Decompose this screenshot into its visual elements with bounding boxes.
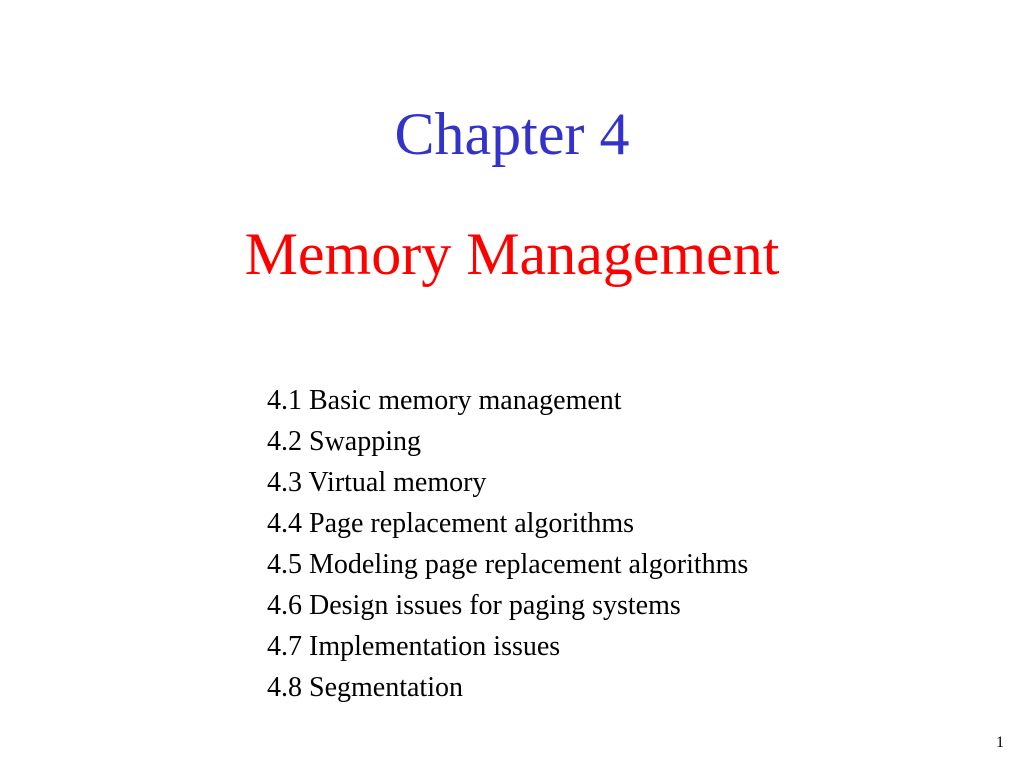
toc-item-4-2: 4.2 Swapping bbox=[267, 426, 421, 457]
page-number: 1 bbox=[996, 734, 1004, 751]
toc-item-4-3: 4.3 Virtual memory bbox=[267, 467, 487, 498]
toc-item-4-5: 4.5 Modeling page replacement algorithms bbox=[267, 549, 749, 580]
toc-item-4-4: 4.4 Page replacement algorithms bbox=[267, 508, 634, 539]
table-of-contents bbox=[267, 380, 748, 708]
toc-item-4-7: 4.7 Implementation issues bbox=[267, 631, 561, 662]
toc-item-4-6: 4.6 Design issues for paging systems bbox=[267, 590, 681, 621]
toc-item-4-8: 4.8 Segmentation bbox=[267, 672, 463, 703]
toc-item-4-1: 4.1 Basic memory management bbox=[267, 385, 622, 416]
slide-title: Memory Management bbox=[244, 221, 780, 287]
chapter-heading: Chapter 4 bbox=[394, 101, 630, 167]
